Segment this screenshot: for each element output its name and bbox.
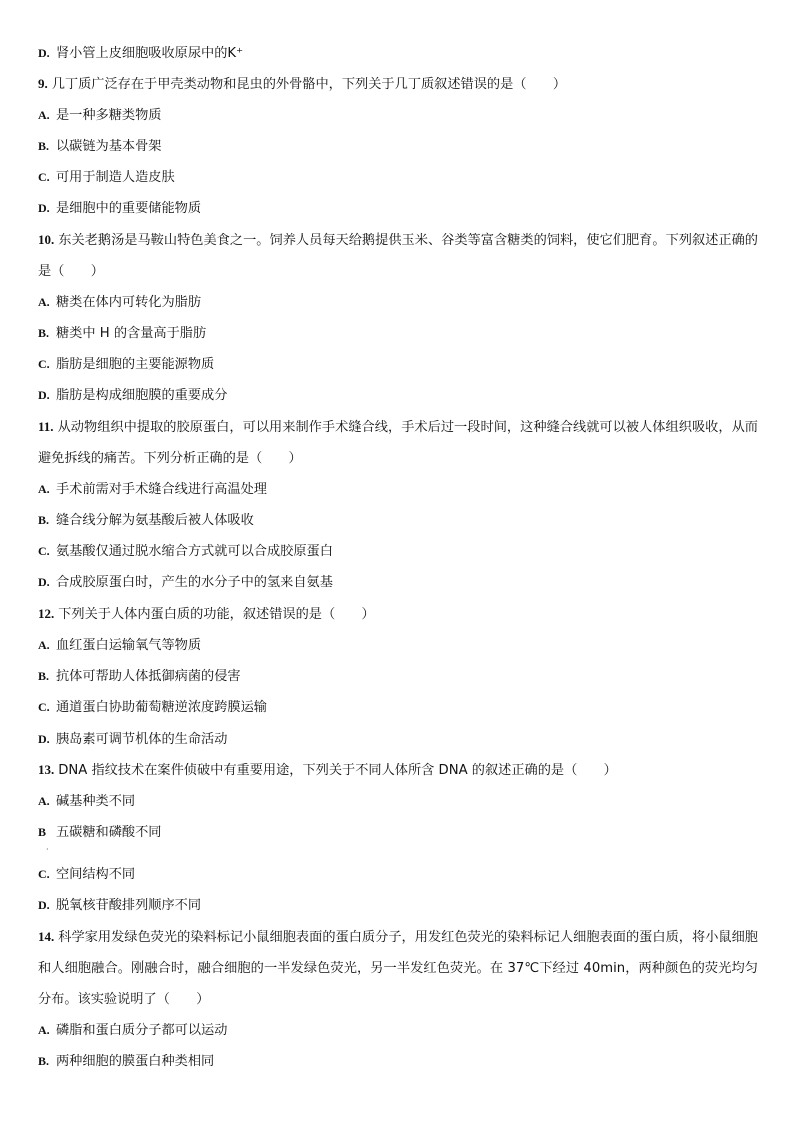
- question-9: [38, 74, 758, 95]
- option-8d: [38, 43, 758, 64]
- option-letter: C.: [38, 170, 50, 184]
- option-text: 可用于制造人造皮肤: [56, 170, 175, 185]
- question-text: DNA 指纹技术在案件侦破中有重要用途，下列关于不同人体所含 DNA 的叙述正确的是（ ）: [58, 763, 617, 778]
- option-text: 是一种多糖类物质: [56, 108, 162, 123]
- option-12b: [38, 666, 758, 687]
- question-number: 12.: [38, 606, 55, 621]
- option-text: 脱氧核苷酸排列顺序不同: [56, 898, 202, 913]
- question-10: [38, 224, 758, 287]
- option-text: 肾小管上皮细胞吸收原尿中的K⁺: [56, 46, 244, 61]
- question-number: 13.: [38, 762, 55, 777]
- option-9d: [38, 198, 758, 219]
- option-10c: [38, 354, 758, 375]
- option-letter: D.: [38, 388, 50, 402]
- option-text: 合成胶原蛋白时，产生的水分子中的氢来自氨基: [56, 575, 333, 590]
- stray-mark: ·: [46, 845, 49, 854]
- option-letter: D.: [38, 575, 50, 589]
- option-11d: [38, 572, 758, 593]
- question-number: 11.: [38, 419, 54, 434]
- question-text: 下列关于人体内蛋白质的功能，叙述错误的是（ ）: [58, 607, 375, 622]
- option-14a: [38, 1020, 758, 1041]
- option-9a: [38, 105, 758, 126]
- question-text: 从动物组织中提取的胶原蛋白，可以用来制作手术缝合线，手术后过一段时间，这种缝合线就可以被人体组织吸收，从而避免拆线的痛苦。下列分析正确的是（ ）: [38, 420, 758, 466]
- question-text: 几丁质广泛存在于甲壳类动物和昆虫的外骨骼中，下列关于几丁质叙述错误的是（ ）: [51, 77, 567, 92]
- option-text: 是细胞中的重要储能物质: [56, 201, 202, 216]
- option-text: 空间结构不同: [56, 867, 136, 882]
- option-text: 血红蛋白运输氧气等物质: [56, 638, 202, 653]
- option-12a: [38, 635, 758, 656]
- option-letter: A.: [38, 295, 50, 309]
- question-14: [38, 921, 758, 1015]
- option-11a: [38, 479, 758, 500]
- option-13b: [38, 822, 758, 843]
- option-text: 手术前需对手术缝合线进行高温处理: [56, 482, 267, 497]
- question-13: [38, 760, 758, 781]
- question-number: 10.: [38, 232, 55, 247]
- option-10b: [38, 323, 758, 344]
- option-letter: B.: [38, 669, 50, 683]
- option-text: 糖类中 H 的含量高于脂肪: [56, 326, 207, 341]
- option-13d: [38, 895, 758, 916]
- option-text: 以碳链为基本骨架: [56, 139, 162, 154]
- option-letter: A.: [38, 108, 50, 122]
- option-text: 脂肪是细胞的主要能源物质: [56, 357, 215, 372]
- option-text: 碱基种类不同: [56, 794, 136, 809]
- question-text: 科学家用发绿色荧光的染料标记小鼠细胞表面的蛋白质分子，用发红色荧光的染料标记人细胞表面的蛋白质，将小鼠细胞和人细胞融合。刚融合时，融合细胞的一半发绿色荧光，另一半发红色荧光。在 37℃下经过 40min，两种颜色的荧光均匀分布。该实验说明了（ ）: [38, 930, 758, 1007]
- option-letter: C.: [38, 357, 50, 371]
- option-text: 脂肪是构成细胞膜的重要成分: [56, 388, 228, 403]
- option-text: 通道蛋白协助葡萄糖逆浓度跨膜运输: [56, 700, 267, 715]
- option-letter: D.: [38, 46, 50, 60]
- option-text: 氨基酸仅通过脱水缩合方式就可以合成胶原蛋白: [56, 544, 333, 559]
- option-text: 糖类在体内可转化为脂肪: [56, 295, 202, 310]
- option-letter: D.: [38, 201, 50, 215]
- question-text: 东关老鹅汤是马鞍山特色美食之一。饲养人员每天给鹅提供玉米、谷类等富含糖类的饲料，使它们肥育。下列叙述正确的是（ ）: [38, 233, 758, 279]
- option-letter: A.: [38, 794, 50, 808]
- option-text: 抗体可帮助人体抵御病菌的侵害: [56, 669, 241, 684]
- option-letter: B.: [38, 139, 50, 153]
- option-text: 两种细胞的膜蛋白种类相同: [56, 1054, 215, 1069]
- question-11: [38, 411, 758, 474]
- option-text: 五碳糖和磷酸不同: [56, 825, 162, 840]
- option-letter: A.: [38, 1023, 50, 1037]
- question-number: 9.: [38, 76, 48, 91]
- option-letter: C.: [38, 544, 50, 558]
- option-letter: B: [38, 825, 47, 839]
- option-letter: A.: [38, 638, 50, 652]
- option-letter: D.: [38, 898, 50, 912]
- option-9c: [38, 167, 758, 188]
- option-letter: C.: [38, 867, 50, 881]
- option-letter: D.: [38, 732, 50, 746]
- option-11c: [38, 541, 758, 562]
- option-10a: [38, 292, 758, 313]
- option-12d: [38, 729, 758, 750]
- option-letter: A.: [38, 482, 50, 496]
- option-10d: [38, 385, 758, 406]
- option-13c: [38, 864, 758, 885]
- option-12c: [38, 697, 758, 718]
- option-letter: B.: [38, 513, 50, 527]
- option-13a: [38, 791, 758, 812]
- option-letter: C.: [38, 700, 50, 714]
- option-letter: B.: [38, 1054, 50, 1068]
- option-14b: [38, 1051, 758, 1072]
- question-12: [38, 604, 758, 625]
- option-text: 磷脂和蛋白质分子都可以运动: [56, 1023, 228, 1038]
- option-11b: [38, 510, 758, 531]
- option-letter: B.: [38, 326, 50, 340]
- option-text: 缝合线分解为氨基酸后被人体吸收: [56, 513, 254, 528]
- question-number: 14.: [38, 929, 55, 944]
- option-text: 胰岛素可调节机体的生命活动: [56, 732, 228, 747]
- option-9b: [38, 136, 758, 157]
